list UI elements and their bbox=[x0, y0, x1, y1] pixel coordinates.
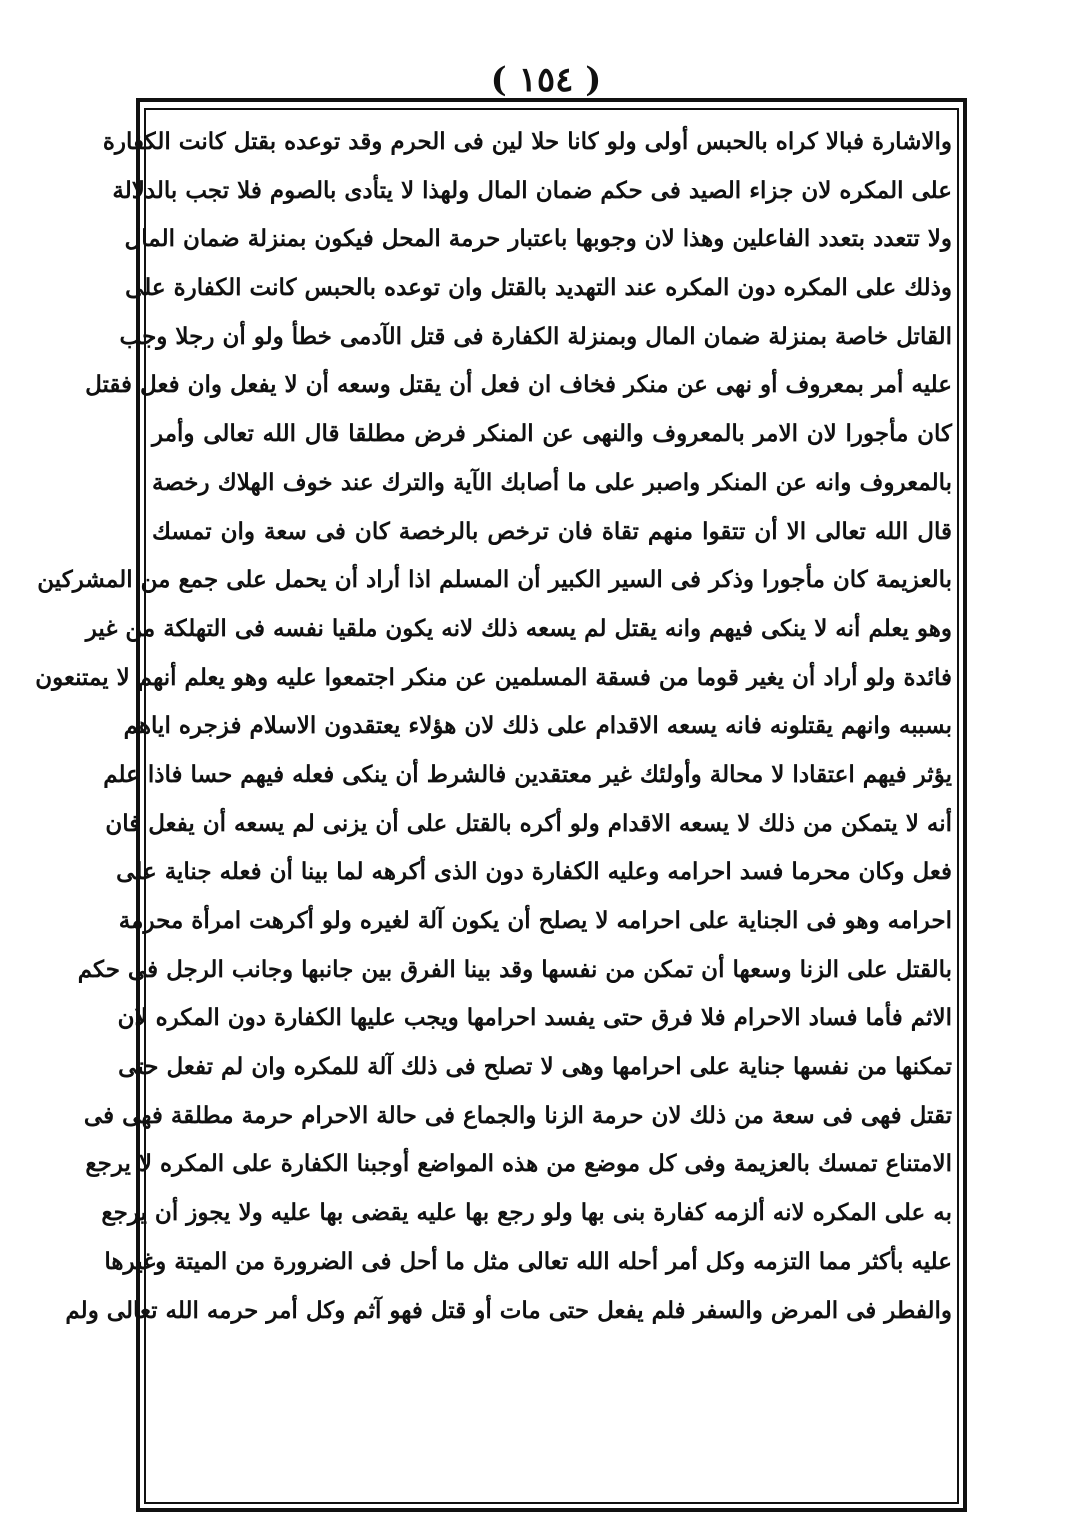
text-line: بالعزيمة كان مأجورا وذكر فى السير الكبير أن المسلم اذا أراد أن يحمل على جمع من المشركين bbox=[37, 566, 952, 594]
text-line: وذلك على المكره دون المكره عند التهديد بالقتل وان توعده بالحبس كانت الكفارة على bbox=[125, 274, 952, 302]
text-line: والاشارة فبالا كراه بالحبس أولى ولو كانا حلا لين فى الحرم وقد توعده بقتل كانت الكفارة bbox=[102, 128, 952, 155]
text-line: والفطر فى المرض والسفر فلم يفعل حتى مات أو قتل فهو آثم وكل أمر حرمه الله تعالى ولم bbox=[65, 1296, 952, 1324]
text-line: فعل وكان محرما فسد احرامه وعليه الكفارة دون الذى أكرهه لما بينا أن فعله جناية على bbox=[116, 858, 952, 886]
text-line: بسببه وانهم يقتلونه فانه يسعه الاقدام على ذلك لان هؤلاء يعتقدون الاسلام فزجره اياهم bbox=[123, 712, 952, 740]
text-line: وهو يعلم أنه لا ينكى فيهم وانه يقتل لم يسعه ذلك لانه يكون ملقيا نفسه فى التهلكة من غير bbox=[85, 614, 952, 642]
text-line: ولا تتعدد بتعدد الفاعلين وهذا لان وجوبها باعتبار حرمة المحل فيكون بمنزلة ضمان المال bbox=[124, 225, 952, 253]
text-line: به على المكره لانه ألزمه كفارة بنى بها ولو رجع بها عليه يقضى بها عليه ولا يجوز أن يرجع bbox=[101, 1199, 952, 1227]
text-line: القاتل خاصة بمنزلة ضمان المال وبمنزلة الكفارة فى قتل الآدمى خطأ ولو أن رجلا وجب bbox=[119, 322, 952, 350]
page-number: ( ١٥٤ ) bbox=[490, 60, 602, 100]
text-line: بالقتل على الزنا وسعها أن تمكن من نفسها وقد بينا الفرق بين جانبها وجانب الرجل فى حكم bbox=[77, 955, 952, 983]
text-line: تمكنها من نفسها جناية على احرامها وهى لا تصلح فى ذلك آلة للمكره وان لم تفعل حتى bbox=[118, 1053, 952, 1081]
text-line: عليه بأكثر مما التزمه وكل أمر أحله الله تعالى مثل ما أحل فى الضرورة من الميتة وغيرها bbox=[104, 1247, 952, 1275]
text-line: احرامه وهو فى الجناية على احرامه لا يصلح أن يكون آلة لغيره ولو أكرهت امرأة محرمة bbox=[118, 907, 952, 934]
text-line: عليه أمر بمعروف أو نهى عن منكر فخاف ان فعل أن يقتل وسعه أن لا يفعل وان فعل فقتل bbox=[85, 371, 952, 399]
text-line: يؤثر فيهم اعتقادا لا محالة وأولئك غير معتقدين فالشرط أن ينكى فعله فيهم حسا فاذا علم bbox=[103, 760, 952, 788]
text-line: الاثم فأما فساد الاحرام فلا فرق حتى يفسد احرامها ويجب عليها الكفارة دون المكره لان bbox=[117, 1004, 952, 1032]
text-line: على المكره لان جزاء الصيد فى حكم ضمان المال ولهذا لا يتأدى بالصوم فلا تجب بالدلالة bbox=[112, 176, 952, 204]
text-line: قال الله تعالى الا أن تتقوا منهم تقاة فان ترخص بالرخصة كان فى سعة وان تمسك bbox=[152, 517, 952, 545]
body-text bbox=[35, 118, 952, 1504]
text-line: الامتناع تمسك بالعزيمة وفى كل موضع من هذه المواضع أوجبنا الكفارة على المكره لا يرجع bbox=[85, 1150, 952, 1178]
text-line: فائدة ولو أراد أن يغير قوما من فسقة المسلمين عن منكر اجتمعوا عليه وهو يعلم أنهم لا يمتنعون bbox=[35, 663, 952, 691]
text-line: بالمعروف وانه عن المنكر واصبر على ما أصابك الآية والترك عند خوف الهلاك رخصة bbox=[152, 468, 952, 496]
text-line: تقتل فهى فى سعة من ذلك لان حرمة الزنا والجماع فى حالة الاحرام حرمة مطلقة فهى فى bbox=[83, 1101, 952, 1129]
text-line: كان مأجورا لان الامر بالمعروف والنهى عن المنكر فرض مطلقا قال الله تعالى وأمر bbox=[152, 420, 952, 448]
text-line: أنه لا يتمكن من ذلك لا يسعه الاقدام ولو أكره بالقتل على أن يزنى لم يسعه أن يفعل فان bbox=[105, 809, 952, 837]
